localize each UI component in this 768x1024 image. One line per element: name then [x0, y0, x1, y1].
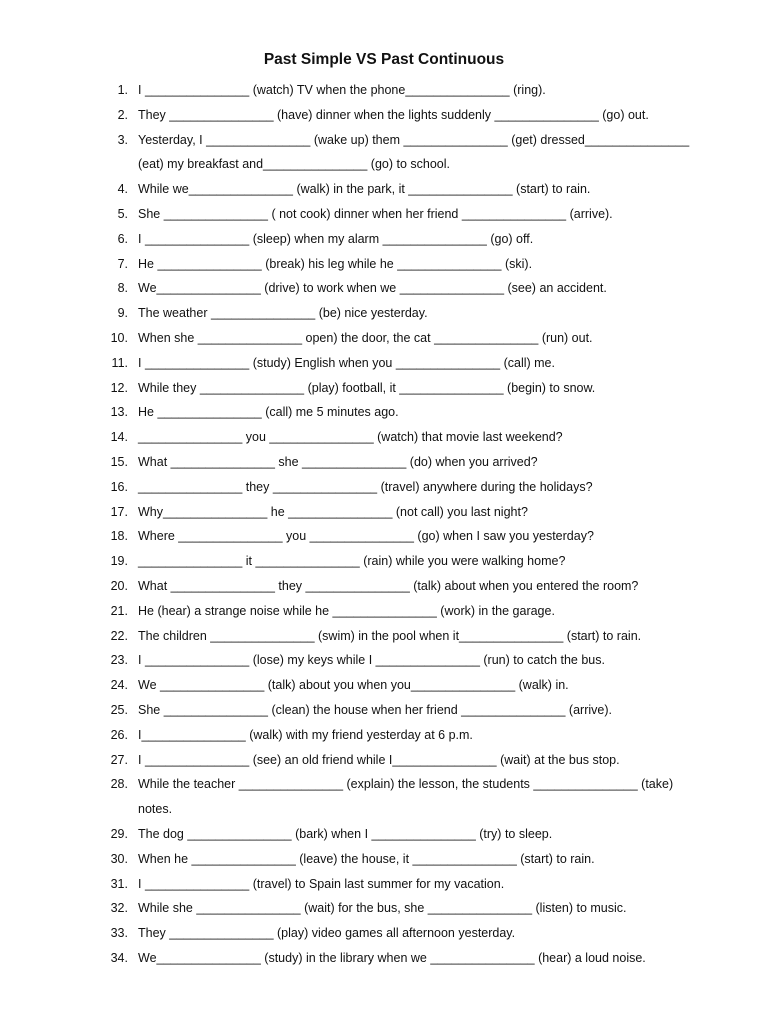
exercise-line [0, 276, 768, 301]
exercise-number: 26. [110, 727, 128, 742]
exercise-item [0, 475, 768, 500]
exercise-line [0, 450, 768, 475]
exercise-item [0, 524, 768, 549]
exercise-sentence: What _______________ they _______________ (talk) about when you entered the room? [138, 578, 639, 593]
exercise-sentence: While the teacher _______________ (explain) the lesson, the students _______________ (take) [138, 777, 674, 792]
exercise-sentence: They _______________ (play) video games all afternoon yesterday. [138, 926, 516, 941]
exercise-number: 2. [117, 107, 128, 122]
exercise-number: 33. [110, 926, 128, 941]
exercise-sentence: When he _______________ (leave) the house, it _______________ (start) to rain. [138, 851, 595, 866]
exercise-line [0, 574, 768, 599]
exercise-number: 29. [110, 826, 128, 841]
exercise-item [0, 872, 768, 897]
exercise-sentence: (eat) my breakfast and_______________ (go) to school. [138, 157, 451, 172]
exercise-number: 22. [110, 628, 128, 643]
exercise-number: 32. [110, 901, 128, 916]
exercise-number: 25. [110, 702, 128, 717]
exercise-sentence: I _______________ (study) English when you _______________ (call) me. [138, 355, 555, 370]
exercise-item [0, 822, 768, 847]
exercise-sentence: _______________ they _______________ (travel) anywhere during the holidays? [138, 479, 593, 494]
exercise-item [0, 326, 768, 351]
exercise-number: 24. [110, 678, 128, 693]
exercise-sentence: I _______________ (travel) to Spain last summer for my vacation. [138, 876, 505, 891]
exercise-sentence: While we_______________ (walk) in the park, it _______________ (start) to rain. [138, 182, 591, 197]
exercise-item [0, 599, 768, 624]
exercise-item [0, 772, 768, 822]
exercise-number: 9. [117, 306, 128, 321]
exercise-sentence: He _______________ (call) me 5 minutes ago. [138, 405, 399, 420]
exercise-item [0, 450, 768, 475]
exercise-number: 6. [117, 231, 128, 246]
page-title: Past Simple VS Past Continuous [263, 51, 505, 68]
exercise-number: 27. [110, 752, 128, 767]
exercise-item [0, 177, 768, 202]
exercise-number: 17. [110, 504, 128, 519]
exercise-line [0, 103, 768, 128]
exercise-sentence: I _______________ (watch) TV when the phone_______________ (ring). [138, 83, 546, 97]
exercise-item [0, 921, 768, 946]
exercise-line [0, 128, 768, 153]
exercise-sentence: I_______________ (walk) with my friend yesterday at 6 p.m. [138, 727, 473, 742]
exercise-line [0, 475, 768, 500]
exercise-line [0, 78, 768, 103]
exercise-number: 7. [117, 256, 128, 271]
exercise-item [0, 624, 768, 649]
exercise-number: 23. [110, 653, 128, 668]
exercise-line [0, 351, 768, 376]
exercise-item [0, 202, 768, 227]
exercise-sentence: While she _______________ (wait) for the bus, she _______________ (listen) to music. [138, 901, 627, 916]
exercise-item [0, 376, 768, 401]
exercise-item [0, 500, 768, 525]
exercise-sentence: He (hear) a strange noise while he _______________ (work) in the garage. [138, 603, 555, 618]
exercise-sentence: He _______________ (break) his leg while he _______________ (ski). [138, 256, 533, 271]
exercise-sentence: I _______________ (sleep) when my alarm _______________ (go) off. [138, 231, 534, 246]
exercise-number: 10. [110, 330, 128, 345]
exercise-item [0, 698, 768, 723]
exercise-line [0, 797, 768, 822]
exercise-line [0, 376, 768, 401]
exercise-number: 14. [110, 430, 128, 445]
exercise-sentence: We_______________ (study) in the library when we _______________ (hear) a loud noise. [138, 950, 646, 965]
exercise-number: 1. [117, 83, 128, 97]
exercise-item [0, 748, 768, 773]
exercise-item [0, 574, 768, 599]
exercise-number: 13. [110, 405, 128, 420]
exercise-sentence: Why_______________ he _______________ (not call) you last night? [138, 504, 528, 519]
exercise-sentence: The weather _______________ (be) nice yesterday. [138, 306, 428, 321]
exercise-number: 4. [117, 182, 128, 197]
exercise-line [0, 301, 768, 326]
exercise-item [0, 227, 768, 252]
exercise-line [0, 549, 768, 574]
exercise-item [0, 847, 768, 872]
exercise-item [0, 103, 768, 128]
exercise-number: 20. [110, 578, 128, 593]
exercise-line [0, 177, 768, 202]
exercise-item [0, 351, 768, 376]
exercise-sentence: _______________ it _______________ (rain) while you were walking home? [138, 554, 566, 569]
exercise-line [0, 648, 768, 673]
exercise-number: 15. [110, 454, 128, 469]
exercise-line [0, 822, 768, 847]
exercise-item [0, 896, 768, 921]
exercise-item [0, 301, 768, 326]
exercise-number: 3. [117, 132, 128, 147]
exercise-line [0, 227, 768, 252]
exercise-sentence: We _______________ (talk) about you when you_______________ (walk) in. [138, 678, 569, 693]
exercise-item [0, 673, 768, 698]
exercise-item [0, 252, 768, 277]
exercise-line [0, 252, 768, 277]
exercise-number: 30. [110, 851, 128, 866]
exercise-line [0, 921, 768, 946]
exercise-line [0, 673, 768, 698]
exercise-number: 18. [110, 529, 128, 544]
exercise-number: 34. [110, 950, 128, 965]
exercise-sentence: _______________ you _______________ (watch) that movie last weekend? [138, 430, 563, 445]
exercise-line [0, 152, 768, 177]
exercise-sentence: I _______________ (see) an old friend while I_______________ (wait) at the bus stop. [138, 752, 620, 767]
exercise-item [0, 400, 768, 425]
exercise-line [0, 624, 768, 649]
exercise-number: 11. [111, 355, 128, 370]
exercise-sentence: The children _______________ (swim) in the pool when it_______________ (start) to rain. [138, 628, 642, 643]
exercise-line [0, 946, 768, 971]
exercise-line [0, 400, 768, 425]
exercise-sentence: When she _______________ open) the door, the cat _______________ (run) out. [138, 330, 593, 345]
exercise-line [0, 599, 768, 624]
exercise-item [0, 648, 768, 673]
exercise-line [0, 326, 768, 351]
exercise-sentence: The dog _______________ (bark) when I _______________ (try) to sleep. [138, 826, 553, 841]
exercise-line [0, 896, 768, 921]
exercise-sentence: While they _______________ (play) football, it _______________ (begin) to snow. [138, 380, 596, 395]
exercise-number: 21. [110, 603, 128, 618]
exercise-line [0, 723, 768, 748]
exercise-sentence: Yesterday, I _______________ (wake up) them _______________ (get) dressed_______________ [138, 132, 690, 147]
exercise-sentence: notes. [138, 802, 173, 817]
exercise-item [0, 549, 768, 574]
exercise-sentence: We_______________ (drive) to work when we _______________ (see) an accident. [138, 281, 607, 296]
exercise-sentence: She _______________ (clean) the house when her friend _______________ (arrive). [138, 702, 612, 717]
exercise-number: 5. [117, 206, 128, 221]
exercise-item [0, 723, 768, 748]
exercise-line [0, 202, 768, 227]
exercise-number: 16. [110, 479, 128, 494]
exercise-line [0, 425, 768, 450]
exercise-item [0, 276, 768, 301]
exercise-item [0, 425, 768, 450]
exercise-line [0, 847, 768, 872]
exercise-sentence: I _______________ (lose) my keys while I _______________ (run) to catch the bus. [138, 653, 605, 668]
exercise-item [0, 946, 768, 971]
exercise-line [0, 500, 768, 525]
exercise-list [0, 78, 768, 971]
exercise-line [0, 698, 768, 723]
exercise-item [0, 78, 768, 103]
exercise-sentence: She _______________ ( not cook) dinner when her friend _______________ (arrive). [138, 206, 613, 221]
exercise-sentence: What _______________ she _______________ (do) when you arrived? [138, 454, 538, 469]
exercise-line [0, 772, 768, 797]
exercise-sentence: They _______________ (have) dinner when the lights suddenly _______________ (go) out. [138, 107, 649, 122]
exercise-number: 31. [110, 876, 128, 891]
exercise-number: 19. [110, 554, 128, 569]
exercise-item [0, 128, 768, 178]
exercise-number: 8. [117, 281, 128, 296]
exercise-line [0, 524, 768, 549]
exercise-line [0, 872, 768, 897]
exercise-number: 28. [110, 777, 128, 792]
exercise-sentence: Where _______________ you _______________ (go) when I saw you yesterday? [138, 529, 594, 544]
exercise-number: 12. [110, 380, 128, 395]
exercise-line [0, 748, 768, 773]
